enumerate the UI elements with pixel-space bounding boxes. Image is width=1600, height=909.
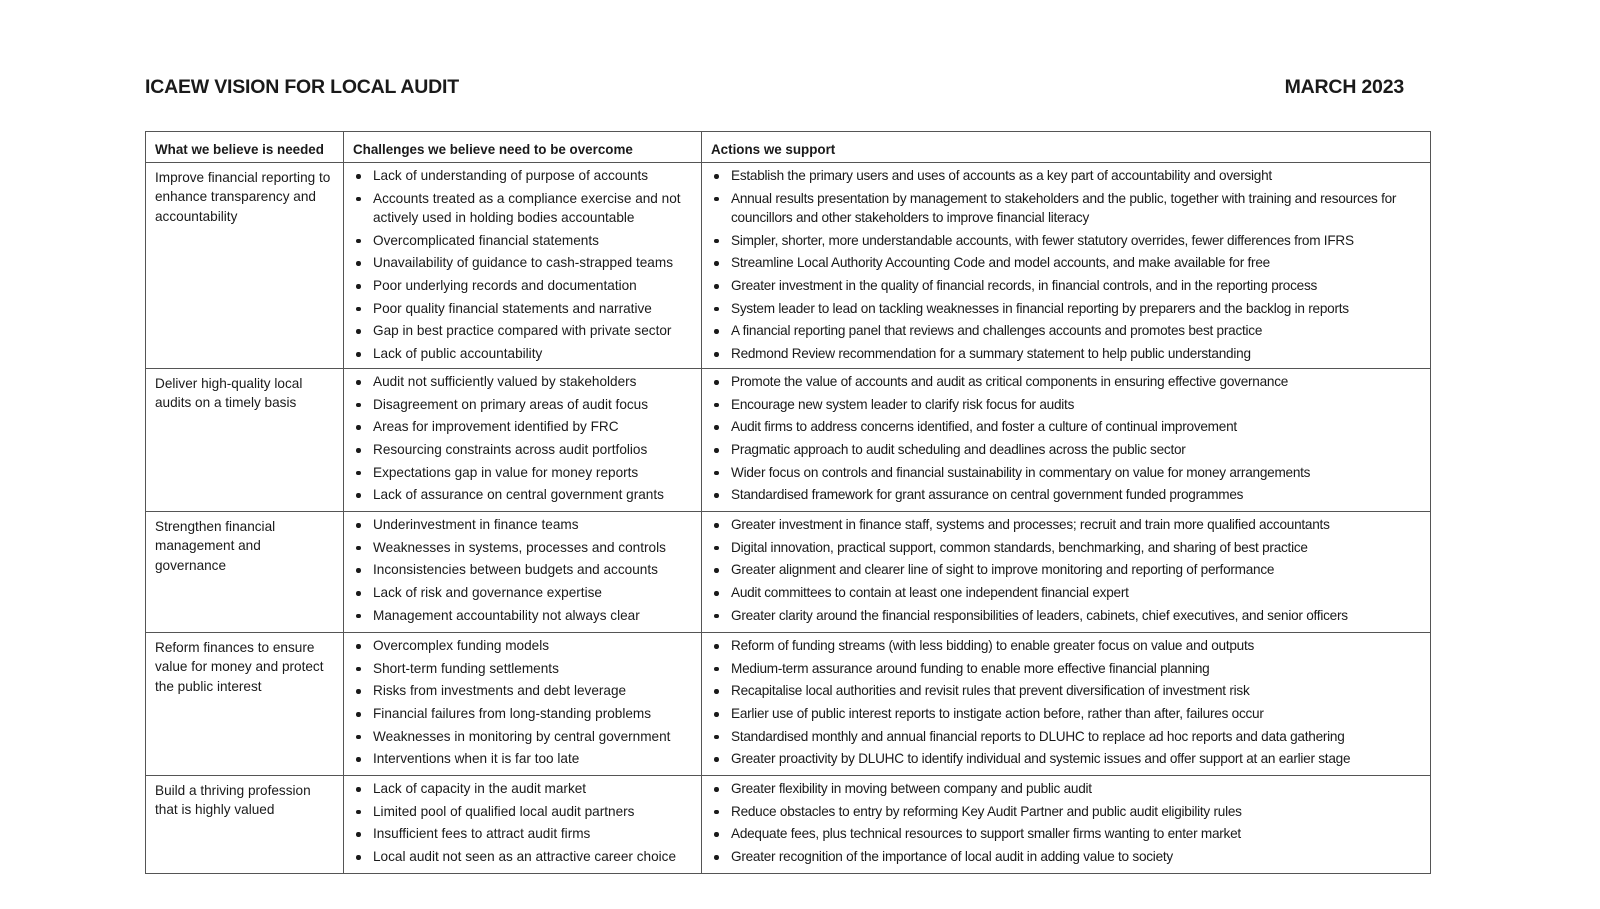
action-item: Earlier use of public interest reports to instigate action before, rather than after, failures occur [702,704,1430,723]
challenges-list [344,636,701,769]
actions-list [702,166,1430,363]
challenge-item: Overcomplex funding models [344,636,701,655]
actions-cell [702,163,1431,369]
challenge-item: Financial failures from long-standing problems [344,704,701,723]
need-cell: Improve financial reporting to enhance transparency and accountability [146,163,344,369]
action-item: Reform of funding streams (with less bidding) to enable greater focus on value and outputs [702,636,1430,655]
action-item: Promote the value of accounts and audit as critical components in ensuring effective governance [702,372,1430,391]
action-item: Greater investment in finance staff, systems and processes; recruit and train more qualified accountants [702,515,1430,534]
action-item: Standardised framework for grant assurance on central government funded programmes [702,485,1430,504]
challenges-list [344,372,701,505]
challenge-item: Insufficient fees to attract audit firms [344,824,701,843]
challenge-item: Weaknesses in monitoring by central government [344,727,701,746]
action-item: System leader to lead on tackling weaknesses in financial reporting by preparers and the backlog in reports [702,299,1430,318]
actions-cell [702,776,1431,874]
need-cell: Deliver high-quality local audits on a timely basis [146,369,344,512]
document-title: ICAEW VISION FOR LOCAL AUDIT [145,76,459,98]
challenges-cell [344,163,702,369]
challenge-item: Overcomplicated financial statements [344,231,701,250]
actions-list [702,372,1430,505]
challenge-item: Lack of risk and governance expertise [344,583,701,602]
actions-cell [702,512,1431,633]
action-item: Pragmatic approach to audit scheduling and deadlines across the public sector [702,440,1430,459]
need-cell: Strengthen financial management and governance [146,512,344,633]
action-item: Greater flexibility in moving between company and public audit [702,779,1430,798]
action-item: Digital innovation, practical support, common standards, benchmarking, and sharing of best practice [702,538,1430,557]
header-needed: What we believe is needed [146,132,344,163]
action-item: Annual results presentation by management to stakeholders and the public, together with training and resources for councillors and other stakeholders to improve financial literacy [702,189,1430,228]
action-item: Encourage new system leader to clarify risk focus for audits [702,395,1430,414]
action-item: Adequate fees, plus technical resources to support smaller firms wanting to enter market [702,824,1430,843]
action-item: Audit firms to address concerns identified, and foster a culture of continual improvement [702,417,1430,436]
vision-table [145,131,1431,874]
challenges-list [344,166,701,363]
challenge-item: Poor underlying records and documentation [344,276,701,295]
action-item: Greater recognition of the importance of local audit in adding value to society [702,847,1430,866]
action-item: Standardised monthly and annual financial reports to DLUHC to replace ad hoc reports and data gathering [702,727,1430,746]
challenge-item: Accounts treated as a compliance exercise and not actively used in holding bodies accountable [344,189,701,228]
action-item: Greater proactivity by DLUHC to identify individual and systemic issues and offer support at an earlier stage [702,749,1430,768]
need-cell: Build a thriving profession that is highly valued [146,776,344,874]
challenge-item: Resourcing constraints across audit portfolios [344,440,701,459]
challenges-cell [344,369,702,512]
action-item: Wider focus on controls and financial sustainability in commentary on value for money arrangements [702,463,1430,482]
action-item: Greater alignment and clearer line of sight to improve monitoring and reporting of performance [702,560,1430,579]
actions-list [702,515,1430,625]
header-challenges: Challenges we believe need to be overcome [344,132,702,163]
challenge-item: Lack of assurance on central government grants [344,485,701,504]
challenge-item: Inconsistencies between budgets and accounts [344,560,701,579]
challenge-item: Short-term funding settlements [344,659,701,678]
action-item: Greater investment in the quality of financial records, in financial controls, and in the reporting process [702,276,1430,295]
challenge-item: Risks from investments and debt leverage [344,681,701,700]
challenge-item: Lack of public accountability [344,344,701,363]
challenge-item: Interventions when it is far too late [344,749,701,768]
table-row [146,512,1431,633]
action-item: Streamline Local Authority Accounting Code and model accounts, and make available for free [702,253,1430,272]
challenge-item: Disagreement on primary areas of audit focus [344,395,701,414]
action-item: Greater clarity around the financial responsibilities of leaders, cabinets, chief executives, and senior officers [702,606,1430,625]
action-item: Reduce obstacles to entry by reforming Key Audit Partner and public audit eligibility rules [702,802,1430,821]
challenge-item: Management accountability not always clear [344,606,701,625]
challenge-item: Lack of understanding of purpose of accounts [344,166,701,185]
challenges-list [344,515,701,625]
action-item: Establish the primary users and uses of accounts as a key part of accountability and oversight [702,166,1430,185]
table-row [146,633,1431,776]
document-date: MARCH 2023 [1284,76,1404,98]
challenge-item: Expectations gap in value for money reports [344,463,701,482]
challenges-list [344,779,701,866]
actions-list [702,636,1430,769]
challenge-item: Unavailability of guidance to cash-strapped teams [344,253,701,272]
challenge-item: Poor quality financial statements and narrative [344,299,701,318]
challenge-item: Local audit not seen as an attractive career choice [344,847,701,866]
action-item: Audit committees to contain at least one independent financial expert [702,583,1430,602]
challenges-cell [344,512,702,633]
challenge-item: Areas for improvement identified by FRC [344,417,701,436]
actions-list [702,779,1430,866]
challenge-item: Gap in best practice compared with private sector [344,321,701,340]
table-row [146,369,1431,512]
challenges-cell [344,776,702,874]
header-actions: Actions we support [702,132,1431,163]
action-item: Medium-term assurance around funding to enable more effective financial planning [702,659,1430,678]
action-item: Recapitalise local authorities and revisit rules that prevent diversification of investment risk [702,681,1430,700]
challenge-item: Audit not sufficiently valued by stakeholders [344,372,701,391]
action-item: A financial reporting panel that reviews and challenges accounts and promotes best practice [702,321,1430,340]
need-cell: Reform finances to ensure value for money and protect the public interest [146,633,344,776]
challenge-item: Underinvestment in finance teams [344,515,701,534]
action-item: Simpler, shorter, more understandable accounts, with fewer statutory overrides, fewer differences from IFRS [702,231,1430,250]
action-item: Redmond Review recommendation for a summary statement to help public understanding [702,344,1430,363]
challenge-item: Limited pool of qualified local audit partners [344,802,701,821]
table-row [146,776,1431,874]
table-header-row [146,132,1431,163]
actions-cell [702,369,1431,512]
table-row [146,163,1431,369]
actions-cell [702,633,1431,776]
challenge-item: Weaknesses in systems, processes and controls [344,538,701,557]
challenge-item: Lack of capacity in the audit market [344,779,701,798]
challenges-cell [344,633,702,776]
